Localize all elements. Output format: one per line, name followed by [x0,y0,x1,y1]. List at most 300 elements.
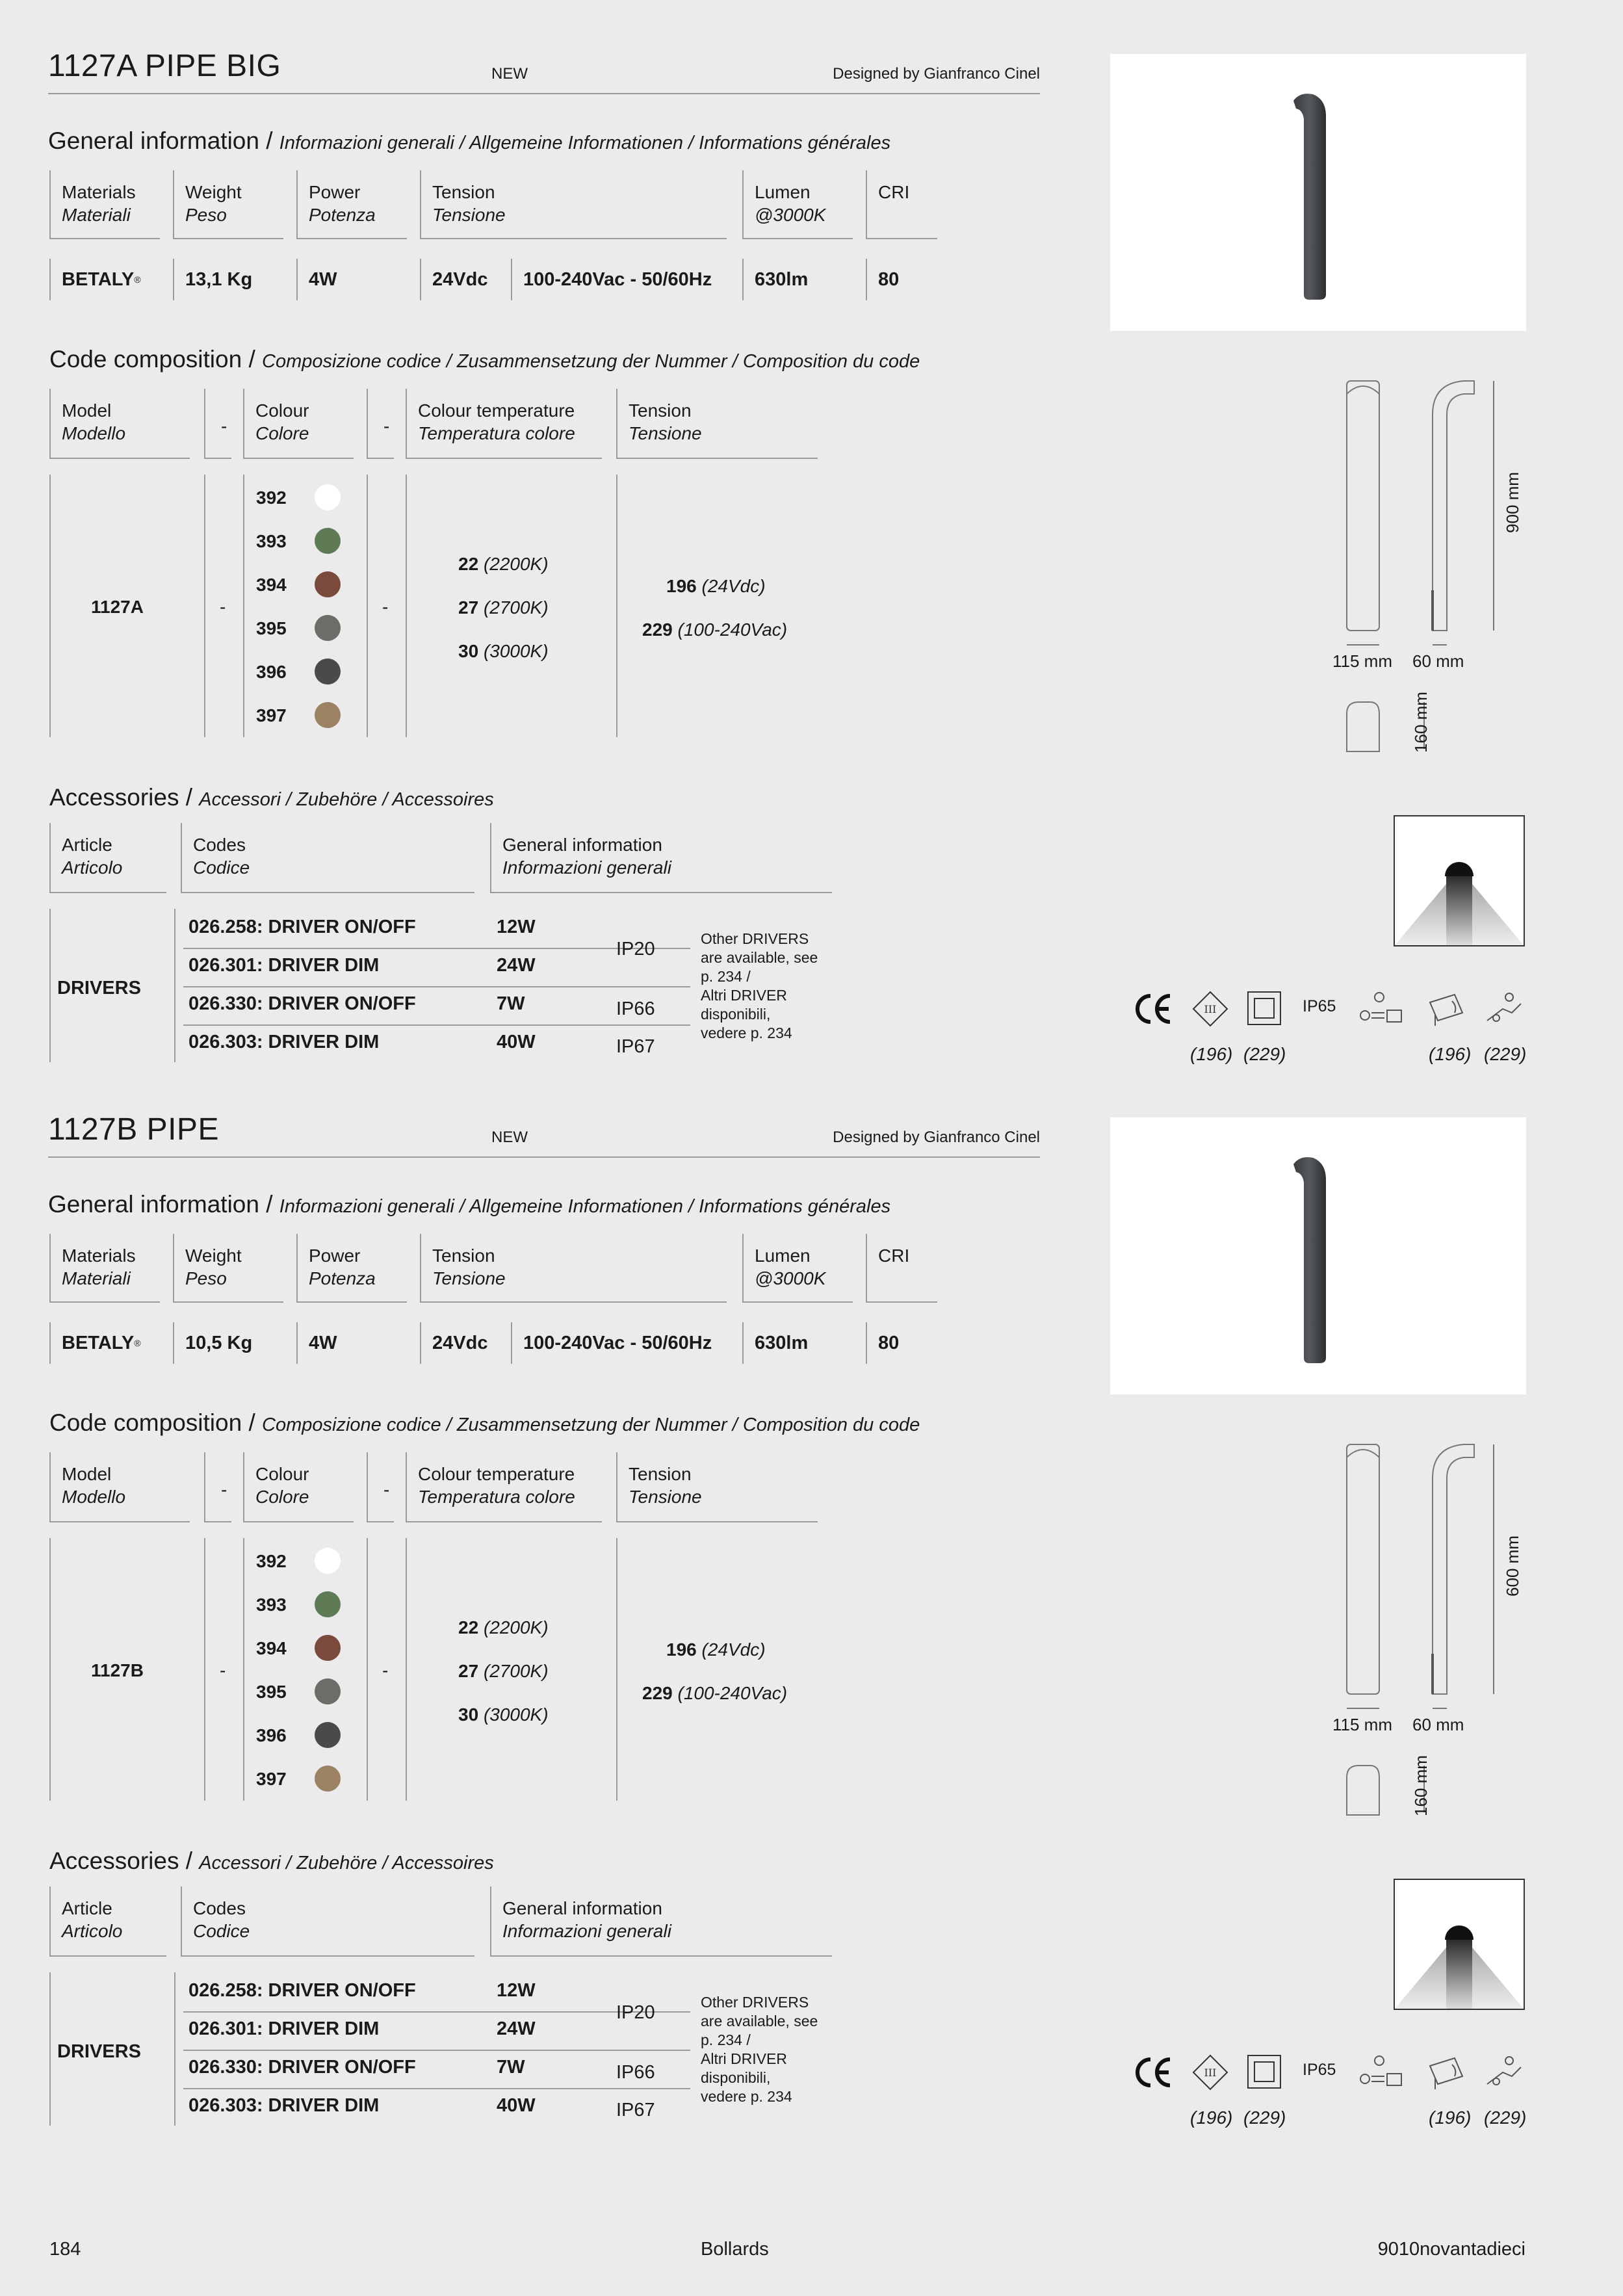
colour-temp-label: (3000K) [483,1704,549,1725]
accessories-column-line [174,909,175,1062]
code-header-tension [616,1452,818,1522]
code-column-line [49,475,51,737]
tension-option [642,1683,787,1704]
general-header-cell [173,170,283,239]
general-value-text: 80 [878,268,900,290]
colour-code: 392 [256,488,287,508]
code-column-line [406,1538,407,1801]
icon-label: (196) [1190,2107,1233,2128]
product-title: 1127B PIPE [48,1112,219,1147]
general-header-label: Weight [185,1246,242,1266]
code-header-separator [204,1452,231,1522]
accessories-header-sublabel: Codice [193,857,250,878]
tension-option [642,620,787,640]
code-header-label: Model [62,1464,112,1484]
accessories-header-label: General information [502,1898,662,1918]
tension-label: (100-240Vac) [677,1683,788,1703]
ip-rating: IP20 [616,2002,655,2023]
accessories-column-line [49,909,51,1062]
colour-swatch [315,615,341,641]
product-photo [1110,1117,1526,1394]
accessory-row-divider [183,2088,690,2089]
colour-code: 392 [256,1551,287,1571]
code-header-sublabel: Colore [255,1487,309,1507]
code-header-sublabel: Modello [62,423,126,443]
designer-credit: Designed by Gianfranco Cinel [833,1128,1040,1146]
general-value-lumen [742,259,853,300]
general-value-material [49,1322,160,1364]
accessories-header-sublabel: Articolo [62,857,123,878]
icon-label: (196) [1190,1044,1233,1064]
led-driver-icon [1357,2054,1405,2091]
icon-label: (229) [1243,2107,1286,2128]
colour-temp-code: 27 [458,1661,479,1681]
code-header-label: Tension [629,1464,692,1484]
general-header-label: Materials [62,1246,136,1266]
tension-code: 196 [666,576,697,596]
general-header-cell [296,170,407,239]
general-value-text: 24Vdc [432,268,488,290]
colour-temp-code: 30 [458,1704,479,1725]
width-dimension: 115 mm [1332,651,1392,671]
accessory-note-line: Altri DRIVER [701,2050,787,2067]
svg-text:III: III [1204,2067,1217,2079]
ip-rating: IP20 [616,939,655,959]
accessory-code: 026.330: DRIVER ON/OFF [188,993,416,1014]
colour-swatch [315,1591,341,1617]
general-header-cell [742,170,853,239]
bollard-photo-icon [1110,1117,1526,1394]
base-outline-icon [1345,701,1384,753]
colour-temp-label: (2700K) [483,1661,549,1681]
accessory-row-divider [183,986,690,987]
height-dimension: 900 mm [1503,472,1522,533]
light-beam-icon [1395,1880,1524,2009]
accessory-watt: 24W [497,2018,536,2039]
general-value-power [296,1322,407,1364]
separator-dash: - [220,597,226,617]
accessory-article: DRIVERS [57,2041,141,2062]
general-header-sublabel: Peso [185,205,227,225]
colour-code: 394 [256,575,287,595]
code-header-sublabel: Tensione [629,1487,702,1507]
icon-label: (229) [1243,1044,1286,1064]
dimension-drawing [1326,376,1560,766]
general-header-cell [296,1234,407,1303]
colour-temp-option [458,641,549,662]
code-column-line [367,1538,368,1801]
general-header-cell [420,1234,727,1303]
code-header-label: Colour temperature [418,400,575,421]
accessory-row-divider [183,948,593,949]
general-value-tension2 [511,259,742,300]
colour-code: 396 [256,662,287,682]
height-dimension: 600 mm [1503,1535,1522,1597]
code-header-separator [367,1452,394,1522]
accessories-header-cell [490,1886,832,1957]
code-column-line [406,475,407,737]
colour-temp-label: (2700K) [483,597,549,618]
general-header-cell [866,1234,937,1303]
general-value-text: 100-240Vac - 50/60Hz [523,268,712,290]
model-code: 1127A [91,597,144,617]
code-header-label: Colour [255,1464,309,1484]
colour-swatch [315,1548,341,1574]
accessories-header-label: Article [62,1898,112,1918]
accessory-note-line: disponibili, [701,1006,771,1023]
accessory-note-line: are available, see [701,949,818,966]
led-driver-icon [1357,991,1405,1027]
general-info-heading: General information / [48,1191,273,1218]
ip-rating: IP66 [616,998,655,1019]
general-value-power [296,259,407,300]
bollard-outline-icon [1326,1439,1560,1712]
tension-code: 229 [642,1683,673,1703]
svg-text:III: III [1204,1003,1217,1015]
general-info-subtitle: Informazioni generali / Allgemeine Informationen / Informations générales [279,1196,891,1217]
accessories-header-label: Article [62,835,112,855]
general-value-text: BETALY [62,1332,135,1353]
general-header-cell [49,170,160,239]
colour-swatch [315,659,341,685]
accessory-note-line: Altri DRIVER [701,987,787,1004]
accessory-code: 026.303: DRIVER DIM [188,2095,380,2116]
code-header-label: Tension [629,400,692,421]
general-header-cell [866,170,937,239]
accessory-watt: 40W [497,2095,536,2116]
colour-temp-option [458,1704,549,1725]
general-header-cell [742,1234,853,1303]
code-column-line [243,1538,244,1801]
model-code: 1127B [91,1660,144,1680]
accessories-header-label: General information [502,835,662,855]
code-header-sublabel: Temperatura colore [418,423,575,443]
general-header-sublabel: @3000K [755,205,826,225]
tension-code: 229 [642,620,673,640]
general-header-label: Power [309,182,361,202]
colour-code: 393 [256,1595,287,1615]
ip-rating: IP66 [616,2062,655,2083]
code-header-label: Model [62,400,112,421]
general-header-sublabel: Materiali [62,1268,131,1288]
product-block [0,1063,1623,2130]
accessories-header-label: Codes [193,1898,246,1918]
general-header-cell [420,170,727,239]
colour-code: 394 [256,1638,287,1658]
accessory-row-divider [183,1024,690,1026]
general-header-label: Lumen [755,1246,811,1266]
general-header-sublabel: Materiali [62,205,131,225]
accessory-row-divider [183,2050,690,2051]
light-distribution-diagram [1394,815,1525,946]
accessory-watt: 7W [497,993,525,1014]
general-value-text: 80 [878,1332,900,1353]
accessories-subtitle: Accessori / Zubehöre / Accessoires [199,1853,494,1873]
general-header-label: Tension [432,182,495,202]
code-column-line [204,1538,205,1801]
colour-temp-code: 22 [458,1617,479,1637]
class-iii-icon [1192,2054,1231,2091]
colour-code: 397 [256,1769,287,1789]
colour-code: 395 [256,1682,287,1702]
tension-label: (24Vdc) [701,1639,766,1660]
separator-dash: - [221,1480,227,1500]
code-header-sublabel: Colore [255,423,309,443]
accessories-subtitle: Accessori / Zubehöre / Accessoires [199,789,494,810]
colour-code: 395 [256,618,287,638]
code-column-line [616,475,617,737]
colour-swatch [315,528,341,554]
accessory-code: 026.301: DRIVER DIM [188,955,380,976]
colour-swatch [315,1766,341,1792]
general-info-title [48,1191,890,1218]
general-value-text: 100-240Vac - 50/60Hz [523,1332,712,1353]
light-beam-icon [1395,816,1524,945]
general-value-text: 630lm [755,1332,809,1353]
general-header-cell [173,1234,283,1303]
dimension-drawing [1326,1439,1560,1829]
title-divider [48,1156,1040,1158]
tension-code: 196 [666,1639,697,1660]
code-header-sublabel: Tensione [629,423,702,443]
general-header-label: CRI [878,182,910,202]
new-label: NEW [491,1128,528,1146]
icon-label: (229) [1484,1044,1527,1064]
general-header-sublabel: Potenza [309,205,376,225]
code-column-line [49,1538,51,1801]
colour-code: 397 [256,705,287,725]
code-column-line [204,475,205,737]
accessory-row-divider [183,2011,593,2013]
colour-swatch [315,1722,341,1748]
footer-brand: 9010novantadieci [1377,2239,1526,2260]
general-value-lumen [742,1322,853,1364]
general-header-label: Lumen [755,182,811,202]
accessory-note [701,1993,818,2106]
accessory-watt: 40W [497,1032,536,1052]
colour-swatch [315,702,341,728]
accessories-column-line [174,1972,175,2126]
accessories-header-sublabel: Informazioni generali [502,857,671,878]
colour-temp-option [458,1617,549,1638]
accessories-title [49,784,494,811]
light-distribution-diagram [1394,1879,1525,2010]
colour-temp-label: (3000K) [483,641,549,661]
code-composition-subtitle: Composizione codice / Zusammensetzung der Nummer / Composition du code [262,351,920,372]
code-header-label: Colour temperature [418,1464,575,1484]
general-value-tension2 [511,1322,742,1364]
code-composition-title [49,346,920,373]
footer-section: Bollards [701,2239,769,2260]
accessories-heading: Accessories / [49,784,193,811]
registered-mark: ® [134,1338,141,1348]
accessories-header-cell [49,1886,166,1957]
code-header-tension [616,389,818,459]
code-column-line [243,475,244,737]
general-value-text: 10,5 Kg [185,1332,253,1353]
depth-dimension: 60 mm [1412,1715,1464,1734]
code-header-sublabel: Modello [62,1487,126,1507]
new-label: NEW [491,65,528,83]
accessory-note-line: are available, see [701,2013,818,2029]
colour-swatch [315,571,341,597]
icon-label: (196) [1429,2107,1472,2128]
colour-swatch [315,1678,341,1704]
accessory-note-line: vedere p. 234 [701,2088,792,2105]
accessory-note-line: Other DRIVERS [701,1994,809,2011]
icon-label: (196) [1429,1044,1472,1064]
ip-rating: IP67 [616,2100,655,2120]
ce-mark-icon [1135,2055,1174,2089]
general-header-label: Weight [185,182,242,202]
accessory-code: 026.258: DRIVER ON/OFF [188,917,416,937]
connection-icon [1483,2054,1526,2091]
accessory-code: 026.303: DRIVER DIM [188,1032,380,1052]
tension-label: (100-240Vac) [677,620,788,640]
separator-dash: - [221,416,227,436]
general-value-text: 24Vdc [432,1332,488,1353]
general-header-label: CRI [878,1246,910,1266]
accessory-note-line: p. 234 / [701,2031,751,2048]
accessories-header-cell [490,823,832,893]
class-ii-icon [1247,2054,1283,2091]
ip-rating-label: IP65 [1303,2061,1336,2079]
code-composition-subtitle: Composizione codice / Zusammensetzung der Nummer / Composition du code [262,1415,920,1435]
code-header-colour [243,1452,354,1522]
colour-temp-label: (2200K) [483,554,549,574]
general-value-text: 630lm [755,268,809,290]
colour-swatch [315,1635,341,1661]
general-value-text: 4W [309,1332,337,1353]
code-column-line [367,475,368,737]
accessories-header-sublabel: Codice [193,1921,250,1941]
tension-option [666,1639,766,1660]
accessory-code: 026.330: DRIVER ON/OFF [188,2057,416,2078]
colour-temp-code: 27 [458,597,479,618]
general-header-sublabel: @3000K [755,1268,826,1288]
class-iii-icon [1192,991,1231,1027]
code-header-model [49,1452,190,1522]
code-header-sublabel: Temperatura colore [418,1487,575,1507]
accessory-note-line: vedere p. 234 [701,1024,792,1041]
accessory-code: 026.301: DRIVER DIM [188,2018,380,2039]
general-header-sublabel: Tensione [432,1268,506,1288]
tension-label: (24Vdc) [701,576,766,596]
code-column-line [616,1538,617,1801]
colour-temp-label: (2200K) [483,1617,549,1637]
mounting-icon [1426,991,1469,1027]
accessories-header-sublabel: Articolo [62,1921,123,1941]
certification-icons [1135,2053,1538,2092]
code-header-label: Colour [255,400,309,421]
title-divider [48,93,1040,94]
general-value-cri [866,1322,937,1364]
code-composition-heading: Code composition / [49,346,255,372]
general-value-weight [173,1322,283,1364]
general-value-weight [173,259,283,300]
class-ii-icon [1247,991,1283,1027]
accessories-heading: Accessories / [49,1847,193,1874]
general-value-text: 4W [309,268,337,290]
code-header-separator [204,389,231,459]
bollard-outline-icon [1326,376,1560,649]
code-header-colour [243,389,354,459]
accessory-watt: 7W [497,2057,525,2078]
general-header-label: Tension [432,1246,495,1266]
colour-code: 396 [256,1725,287,1745]
accessories-header-cell [181,1886,474,1957]
general-header-label: Power [309,1246,361,1266]
accessory-watt: 24W [497,955,536,976]
accessory-note [701,930,818,1043]
general-info-heading: General information / [48,127,273,154]
accessories-header-sublabel: Informazioni generali [502,1921,671,1941]
designer-credit: Designed by Gianfranco Cinel [833,65,1040,83]
certification-icons [1135,989,1538,1028]
bollard-photo-icon [1110,54,1526,331]
page-number: 184 [49,2239,81,2260]
separator-dash: - [382,597,389,617]
accessories-header-cell [181,823,474,893]
accessory-code: 026.258: DRIVER ON/OFF [188,1980,416,2001]
general-value-material [49,259,160,300]
accessories-header-cell [49,823,166,893]
code-header-temp [406,389,602,459]
accessories-column-line [49,1972,51,2126]
accessory-watt: 12W [497,1980,536,2001]
accessory-note-line: disponibili, [701,2069,771,2086]
tension-option [666,576,766,597]
colour-temp-option [458,1661,549,1682]
code-header-separator [367,389,394,459]
product-block [0,0,1623,1066]
accessories-header-label: Codes [193,835,246,855]
general-header-label: Materials [62,182,136,202]
separator-dash: - [383,1480,390,1500]
code-composition-heading: Code composition / [49,1409,255,1436]
general-header-sublabel: Tensione [432,205,506,225]
product-title: 1127A PIPE BIG [48,49,281,83]
registered-mark: ® [134,274,141,285]
width-dimension: 115 mm [1332,1715,1392,1734]
code-header-model [49,389,190,459]
colour-code: 393 [256,531,287,551]
accessory-note-line: p. 234 / [701,968,751,985]
general-value-text: BETALY [62,268,135,290]
colour-temp-code: 22 [458,554,479,574]
base-dimension: 160 mm [1411,692,1431,753]
colour-temp-code: 30 [458,641,479,661]
colour-temp-option [458,554,549,575]
general-info-title [48,127,890,155]
general-value-cri [866,259,937,300]
general-header-cell [49,1234,160,1303]
connection-icon [1483,991,1526,1027]
ip-rating: IP67 [616,1036,655,1057]
code-composition-title [49,1409,920,1437]
accessory-article: DRIVERS [57,978,141,998]
separator-dash: - [382,1660,389,1680]
mounting-icon [1426,2054,1469,2091]
base-dimension: 160 mm [1411,1755,1431,1816]
icon-label: (229) [1484,2107,1527,2128]
accessory-watt: 12W [497,917,536,937]
general-value-tension1 [420,1322,511,1364]
ce-mark-icon [1135,992,1174,1026]
separator-dash: - [383,416,390,436]
general-value-tension1 [420,259,511,300]
general-info-subtitle: Informazioni generali / Allgemeine Informationen / Informations générales [279,133,891,153]
